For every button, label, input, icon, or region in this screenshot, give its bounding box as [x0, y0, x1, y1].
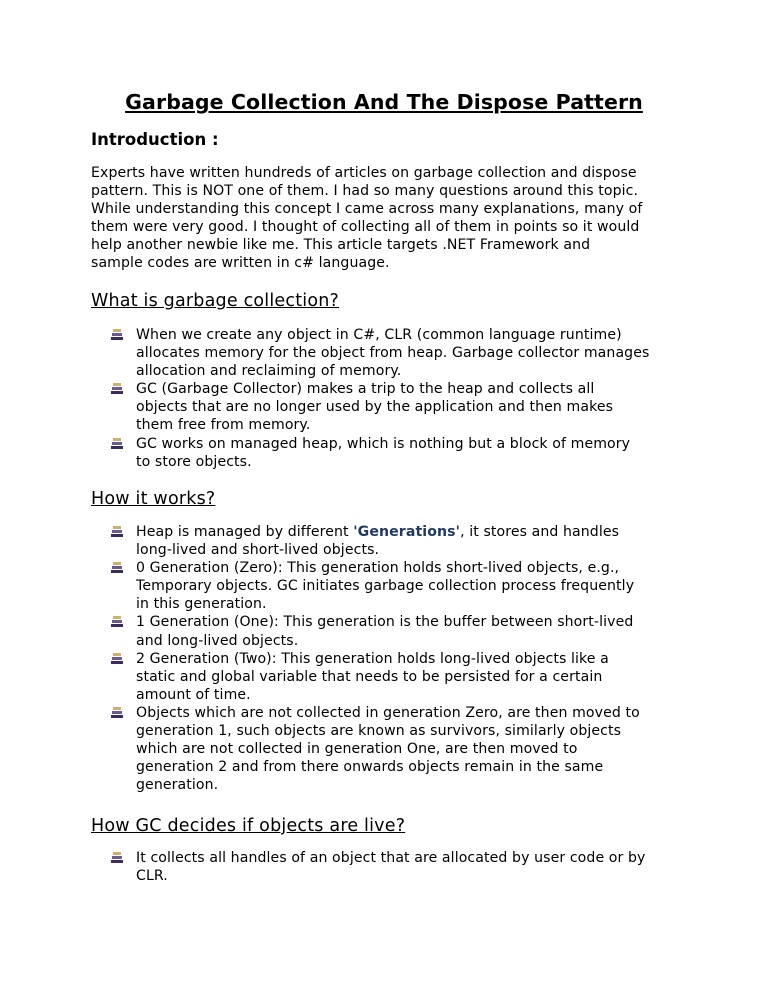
- book-stack-icon: [110, 525, 124, 539]
- list-item: 1 Generation (One): This generation is the buffer between short-lived and long-lived objects.: [110, 613, 710, 649]
- what-list: [110, 326, 710, 471]
- list-item: Heap is managed by different 'Generations', it stores and handles long-lived and short-lived objects.: [110, 523, 710, 559]
- book-stack-icon: [110, 652, 124, 666]
- book-stack-icon: [110, 851, 124, 865]
- live-list: [110, 849, 710, 885]
- intro-line: help another newbie like me. This article targets .NET Framework and: [91, 237, 591, 254]
- list-item: GC works on managed heap, which is nothing but a block of memory to store objects.: [110, 435, 710, 471]
- list-item: 2 Generation (Two): This generation holds long-lived objects like a static and global variable that needs to be persisted for a certain amount of time.: [110, 650, 710, 704]
- generations-term: 'Generations': [353, 524, 461, 540]
- list-item: When we create any object in C#, CLR (common language runtime) allocates memory for the object from heap. Garbage collector manages allocation and reclaiming of memory.: [110, 326, 710, 380]
- book-stack-icon: [110, 615, 124, 629]
- intro-line: Experts have written hundreds of articles on garbage collection and dispose: [91, 165, 637, 181]
- intro-paragraph: [91, 164, 691, 273]
- section-heading-how: How it works?: [91, 489, 216, 509]
- page-title: Garbage Collection And The Dispose Pattern: [125, 90, 643, 114]
- intro-line: sample codes are written in c# language.: [91, 255, 390, 272]
- how-list: [110, 523, 710, 794]
- intro-line: them were very good. I thought of collecting all of them in points so it would: [91, 219, 640, 236]
- intro-line: pattern. This is NOT one of them. I had so many questions around this topic.: [91, 183, 639, 200]
- list-item: It collects all handles of an object that are allocated by user code or by CLR.: [110, 849, 710, 885]
- book-stack-icon: [110, 382, 124, 396]
- book-stack-icon: [110, 561, 124, 575]
- intro-line: While understanding this concept I came across many explanations, many of: [91, 201, 643, 218]
- list-item: GC (Garbage Collector) makes a trip to the heap and collects all objects that are no longer used by the application and then makes them free from memory.: [110, 380, 710, 434]
- section-heading-live: How GC decides if objects are live?: [91, 816, 406, 836]
- book-stack-icon: [110, 437, 124, 451]
- list-item: Objects which are not collected in generation Zero, are then moved to generation 1, such objects are known as survivors, similarly objects which are not collected in generation One, are then moved to generation 2 and from there onwards objects remain in the same generation.: [110, 704, 710, 794]
- list-item: 0 Generation (Zero): This generation holds short-lived objects, e.g., Temporary objects. GC initiates garbage collection process frequently in this generation.: [110, 559, 710, 613]
- book-stack-icon: [110, 328, 124, 342]
- section-heading-what: What is garbage collection?: [91, 291, 340, 311]
- intro-heading: Introduction :: [91, 130, 219, 149]
- book-stack-icon: [110, 706, 124, 720]
